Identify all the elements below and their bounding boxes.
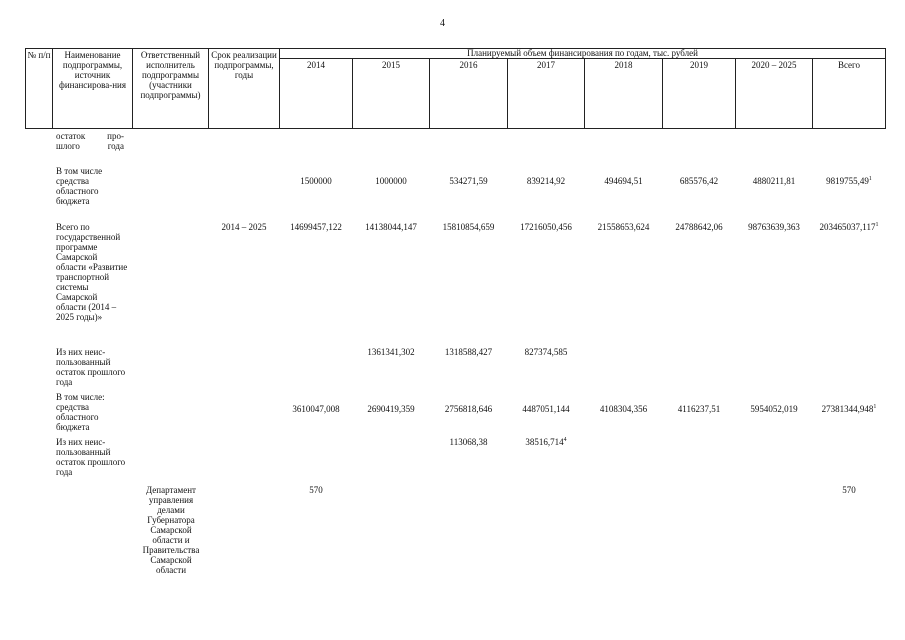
row-name: остаток про-шлого года bbox=[56, 131, 124, 151]
cell-total bbox=[813, 222, 885, 232]
cell-value: 570 bbox=[842, 485, 856, 495]
page-number: 4 bbox=[440, 18, 445, 29]
footnote-mark: 1 bbox=[868, 176, 872, 182]
header-year: 2018 bbox=[614, 60, 633, 70]
cell-value: 2690419,359 bbox=[367, 404, 415, 414]
cell-value: 2756818,646 bbox=[444, 404, 493, 414]
header-name: Наименование подпрограммы, источник финансирова-ния bbox=[59, 50, 126, 90]
footnote-mark: 4 bbox=[563, 437, 567, 443]
cell-value: 1500000 bbox=[300, 176, 332, 186]
cell-value: 1318588,427 bbox=[444, 347, 493, 357]
cell-total bbox=[813, 404, 885, 414]
header-year: 2017 bbox=[537, 60, 555, 70]
cell-total bbox=[508, 437, 584, 447]
row-term: 2014 – 2025 bbox=[221, 222, 267, 232]
header-year: 2020 – 2025 bbox=[751, 60, 797, 70]
footnote-mark: 1 bbox=[873, 404, 877, 410]
header-term: Срок реализации подпрограммы, годы bbox=[211, 50, 277, 80]
cell-value: 4108304,356 bbox=[599, 404, 648, 414]
header-executor: Ответственный исполнитель подпрограммы (участники подпрограммы) bbox=[140, 50, 201, 100]
cell-value: 5954052,019 bbox=[750, 404, 798, 414]
row-name: В том числе: средства областного бюджета bbox=[56, 392, 105, 432]
header-year: Всего bbox=[837, 60, 861, 70]
header-year: 2016 bbox=[459, 60, 478, 70]
cell-total bbox=[813, 176, 885, 186]
header-year: 2014 bbox=[307, 60, 325, 70]
total-value: 203465037,117 bbox=[819, 222, 876, 232]
row-name: Из них неис-пользованный остаток прошлого года bbox=[56, 437, 126, 477]
total-value: 9819755,49 bbox=[826, 176, 869, 186]
cell-value: 17216050,456 bbox=[520, 222, 572, 232]
row-executor: Департамент управления делами Губернатора Самарской области и Правительства Самарской области bbox=[142, 485, 200, 575]
cell-value: 4880211,81 bbox=[752, 176, 796, 186]
cell-value: 14699457,122 bbox=[290, 222, 342, 232]
cell-value: 494694,51 bbox=[604, 176, 643, 186]
cell-value: 24788642,06 bbox=[675, 222, 723, 232]
row-name: Из них неис-пользованный остаток прошлого года bbox=[56, 347, 126, 387]
cell-value: 4116237,51 bbox=[677, 404, 721, 414]
cell-value: 685576,42 bbox=[679, 176, 719, 186]
total-value: 27381344,948 bbox=[821, 404, 874, 414]
cell-value: 113068,38 bbox=[449, 437, 488, 447]
row-name: В том числе средства областного бюджета bbox=[56, 166, 103, 206]
row-name: Всего по государственной программе Самарской области «Развитие транспортной системы Самарской области (2014 – 2025 годы)» bbox=[56, 222, 128, 322]
cell-value: 827374,585 bbox=[524, 347, 568, 357]
cell-value: 15810854,659 bbox=[442, 222, 495, 232]
cell-value: 1000000 bbox=[375, 176, 407, 186]
header-planned: Планируемый объем финансирования по годам, тыс. рублей bbox=[467, 48, 698, 58]
cell-value-text: 38516,714 bbox=[525, 437, 564, 447]
cell-value: 839214,92 bbox=[526, 176, 566, 186]
cell-value: 3610047,008 bbox=[292, 404, 340, 414]
cell-value: 98763639,363 bbox=[748, 222, 800, 232]
cell-value: 4487051,144 bbox=[522, 404, 570, 414]
footnote-mark: 1 bbox=[875, 222, 879, 228]
cell-value: 1361341,302 bbox=[367, 347, 415, 357]
cell-value: 14138044,147 bbox=[365, 222, 417, 232]
cell-value: 570 bbox=[309, 485, 323, 495]
header-no: № п/п bbox=[27, 50, 51, 60]
header-year: 2015 bbox=[382, 60, 400, 70]
cell-value: 21558653,624 bbox=[597, 222, 650, 232]
cell-value: 534271,59 bbox=[449, 176, 488, 186]
header-year: 2019 bbox=[690, 60, 708, 70]
